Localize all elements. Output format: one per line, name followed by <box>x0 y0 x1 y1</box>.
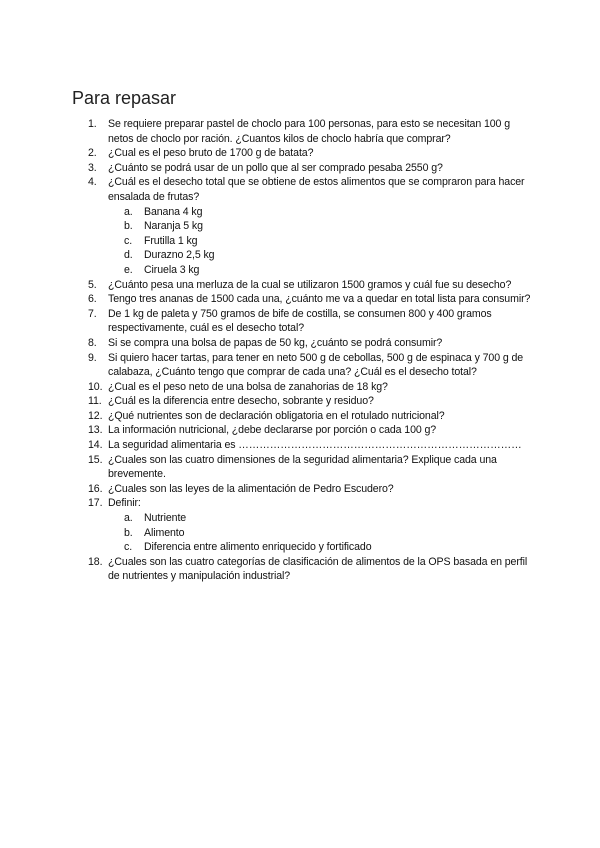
question-item <box>72 292 532 307</box>
question-item <box>72 423 532 438</box>
sub-item <box>72 248 532 263</box>
question-item <box>72 394 532 409</box>
question-number: 7. <box>88 307 97 320</box>
question-text: ¿Cuál es el desecho total que se obtiene de estos alimentos que se compraron para hacer ensalada de frutas? <box>108 176 525 203</box>
question-item <box>72 409 532 424</box>
question-item <box>72 453 532 482</box>
question-number: 15. <box>88 453 103 466</box>
question-number: 11. <box>88 395 102 408</box>
question-text: Si se compra una bolsa de papas de 50 kg, ¿cuánto se podrá consumir? <box>108 336 443 349</box>
question-item <box>72 307 532 336</box>
question-item <box>72 175 532 204</box>
question-item <box>72 278 532 293</box>
question-number: 4. <box>88 176 97 189</box>
question-number: 18. <box>88 555 103 568</box>
question-text: Se requiere preparar pastel de choclo para 100 personas, para esto se necesitan 100 g netos de choclo por ración. ¿Cuantos kilos de choclo habría que comprar? <box>108 118 510 145</box>
question-number: 12. <box>88 409 103 422</box>
sub-item-list <box>72 511 532 555</box>
question-number: 10. <box>88 380 103 393</box>
sub-item-text: Frutilla 1 kg <box>144 234 198 247</box>
sub-item-letter: c. <box>124 234 133 247</box>
sub-item-text: Durazno 2,5 kg <box>144 249 215 262</box>
question-item <box>72 351 532 380</box>
sub-item <box>72 511 532 526</box>
sub-item <box>72 263 532 278</box>
question-item <box>72 117 532 146</box>
page-title: Para repasar <box>72 88 177 108</box>
question-number: 16. <box>88 482 103 495</box>
question-text: ¿Cuales son las leyes de la alimentación de Pedro Escudero? <box>108 482 394 495</box>
sub-item-list <box>72 205 532 278</box>
question-item <box>72 336 532 351</box>
sub-item-text: Ciruela 3 kg <box>144 263 200 276</box>
question-item <box>72 380 532 395</box>
question-number: 17. <box>88 497 103 510</box>
sub-item-text: Alimento <box>144 526 185 539</box>
question-number: 1. <box>88 118 97 130</box>
sub-item-text: Diferencia entre alimento enriquecido y fortificado <box>144 541 372 554</box>
sub-item-letter: d. <box>124 249 133 262</box>
question-text: ¿Cuánto se podrá usar de un pollo que al ser comprado pesaba 2550 g? <box>108 161 443 174</box>
question-text: Tengo tres ananas de 1500 cada una, ¿cuánto me va a quedar en total lista para consumir? <box>108 293 531 306</box>
sub-item-letter: e. <box>124 263 133 276</box>
question-text: La seguridad alimentaria es ……………………………………………………………………… <box>108 439 522 452</box>
question-number: 13. <box>88 424 103 437</box>
sub-item <box>72 526 532 541</box>
question-number: 6. <box>88 293 97 306</box>
question-item <box>72 146 532 161</box>
question-item <box>72 438 532 453</box>
question-number: 14. <box>88 439 103 452</box>
sub-item-text: Nutriente <box>144 512 187 525</box>
sub-item <box>72 540 532 555</box>
question-item <box>72 496 532 511</box>
question-item <box>72 161 532 176</box>
question-item <box>72 482 532 497</box>
sub-item-letter: a. <box>124 512 133 525</box>
question-number: 5. <box>88 278 97 291</box>
question-number: 3. <box>88 161 97 174</box>
sub-item-letter: b. <box>124 526 133 539</box>
question-number: 2. <box>88 147 97 160</box>
question-text: Definir: <box>108 497 141 510</box>
question-text: La información nutricional, ¿debe declararse por porción o cada 100 g? <box>108 424 437 437</box>
sub-item <box>72 219 532 234</box>
question-text: Si quiero hacer tartas, para tener en neto 500 g de cebollas, 500 g de espinaca y 700 g de calabaza, ¿Cuánto tengo que comprar de cada una? ¿Cuál es el desecho total? <box>108 351 524 379</box>
question-text: De 1 kg de paleta y 750 gramos de bife de costilla, se consumen 800 y 400 gramos respectivamente, cuál es el desecho total? <box>108 307 492 335</box>
question-text: ¿Cual es el peso bruto de 1700 g de batata? <box>108 147 314 160</box>
question-list <box>72 117 532 584</box>
sub-item-letter: c. <box>124 541 133 554</box>
question-text: ¿Qué nutrientes son de declaración obligatoria en el rotulado nutricional? <box>108 409 445 422</box>
question-text: ¿Cuánto pesa una merluza de la cual se utilizaron 1500 gramos y cuál fue su desecho? <box>108 278 512 291</box>
sub-item-letter: b. <box>124 220 133 233</box>
sub-item-letter: a. <box>124 205 133 218</box>
question-text: ¿Cual es el peso neto de una bolsa de zanahorias de 18 kg? <box>108 380 388 393</box>
sub-item-text: Naranja 5 kg <box>144 220 203 233</box>
question-number: 8. <box>88 336 97 349</box>
sub-item <box>72 234 532 249</box>
sub-item-text: Banana 4 kg <box>144 205 203 218</box>
question-item <box>72 555 532 584</box>
question-text: ¿Cuál es la diferencia entre desecho, sobrante y residuo? <box>108 395 374 408</box>
sub-item <box>72 205 532 220</box>
question-number: 9. <box>88 351 97 364</box>
question-text: ¿Cuales son las cuatro dimensiones de la seguridad alimentaria? Explique cada una brevemente. <box>108 453 497 481</box>
question-text: ¿Cuales son las cuatro categorías de clasificación de alimentos de la OPS basada en perfil de nutrientes y manipulación industrial? <box>108 555 528 583</box>
